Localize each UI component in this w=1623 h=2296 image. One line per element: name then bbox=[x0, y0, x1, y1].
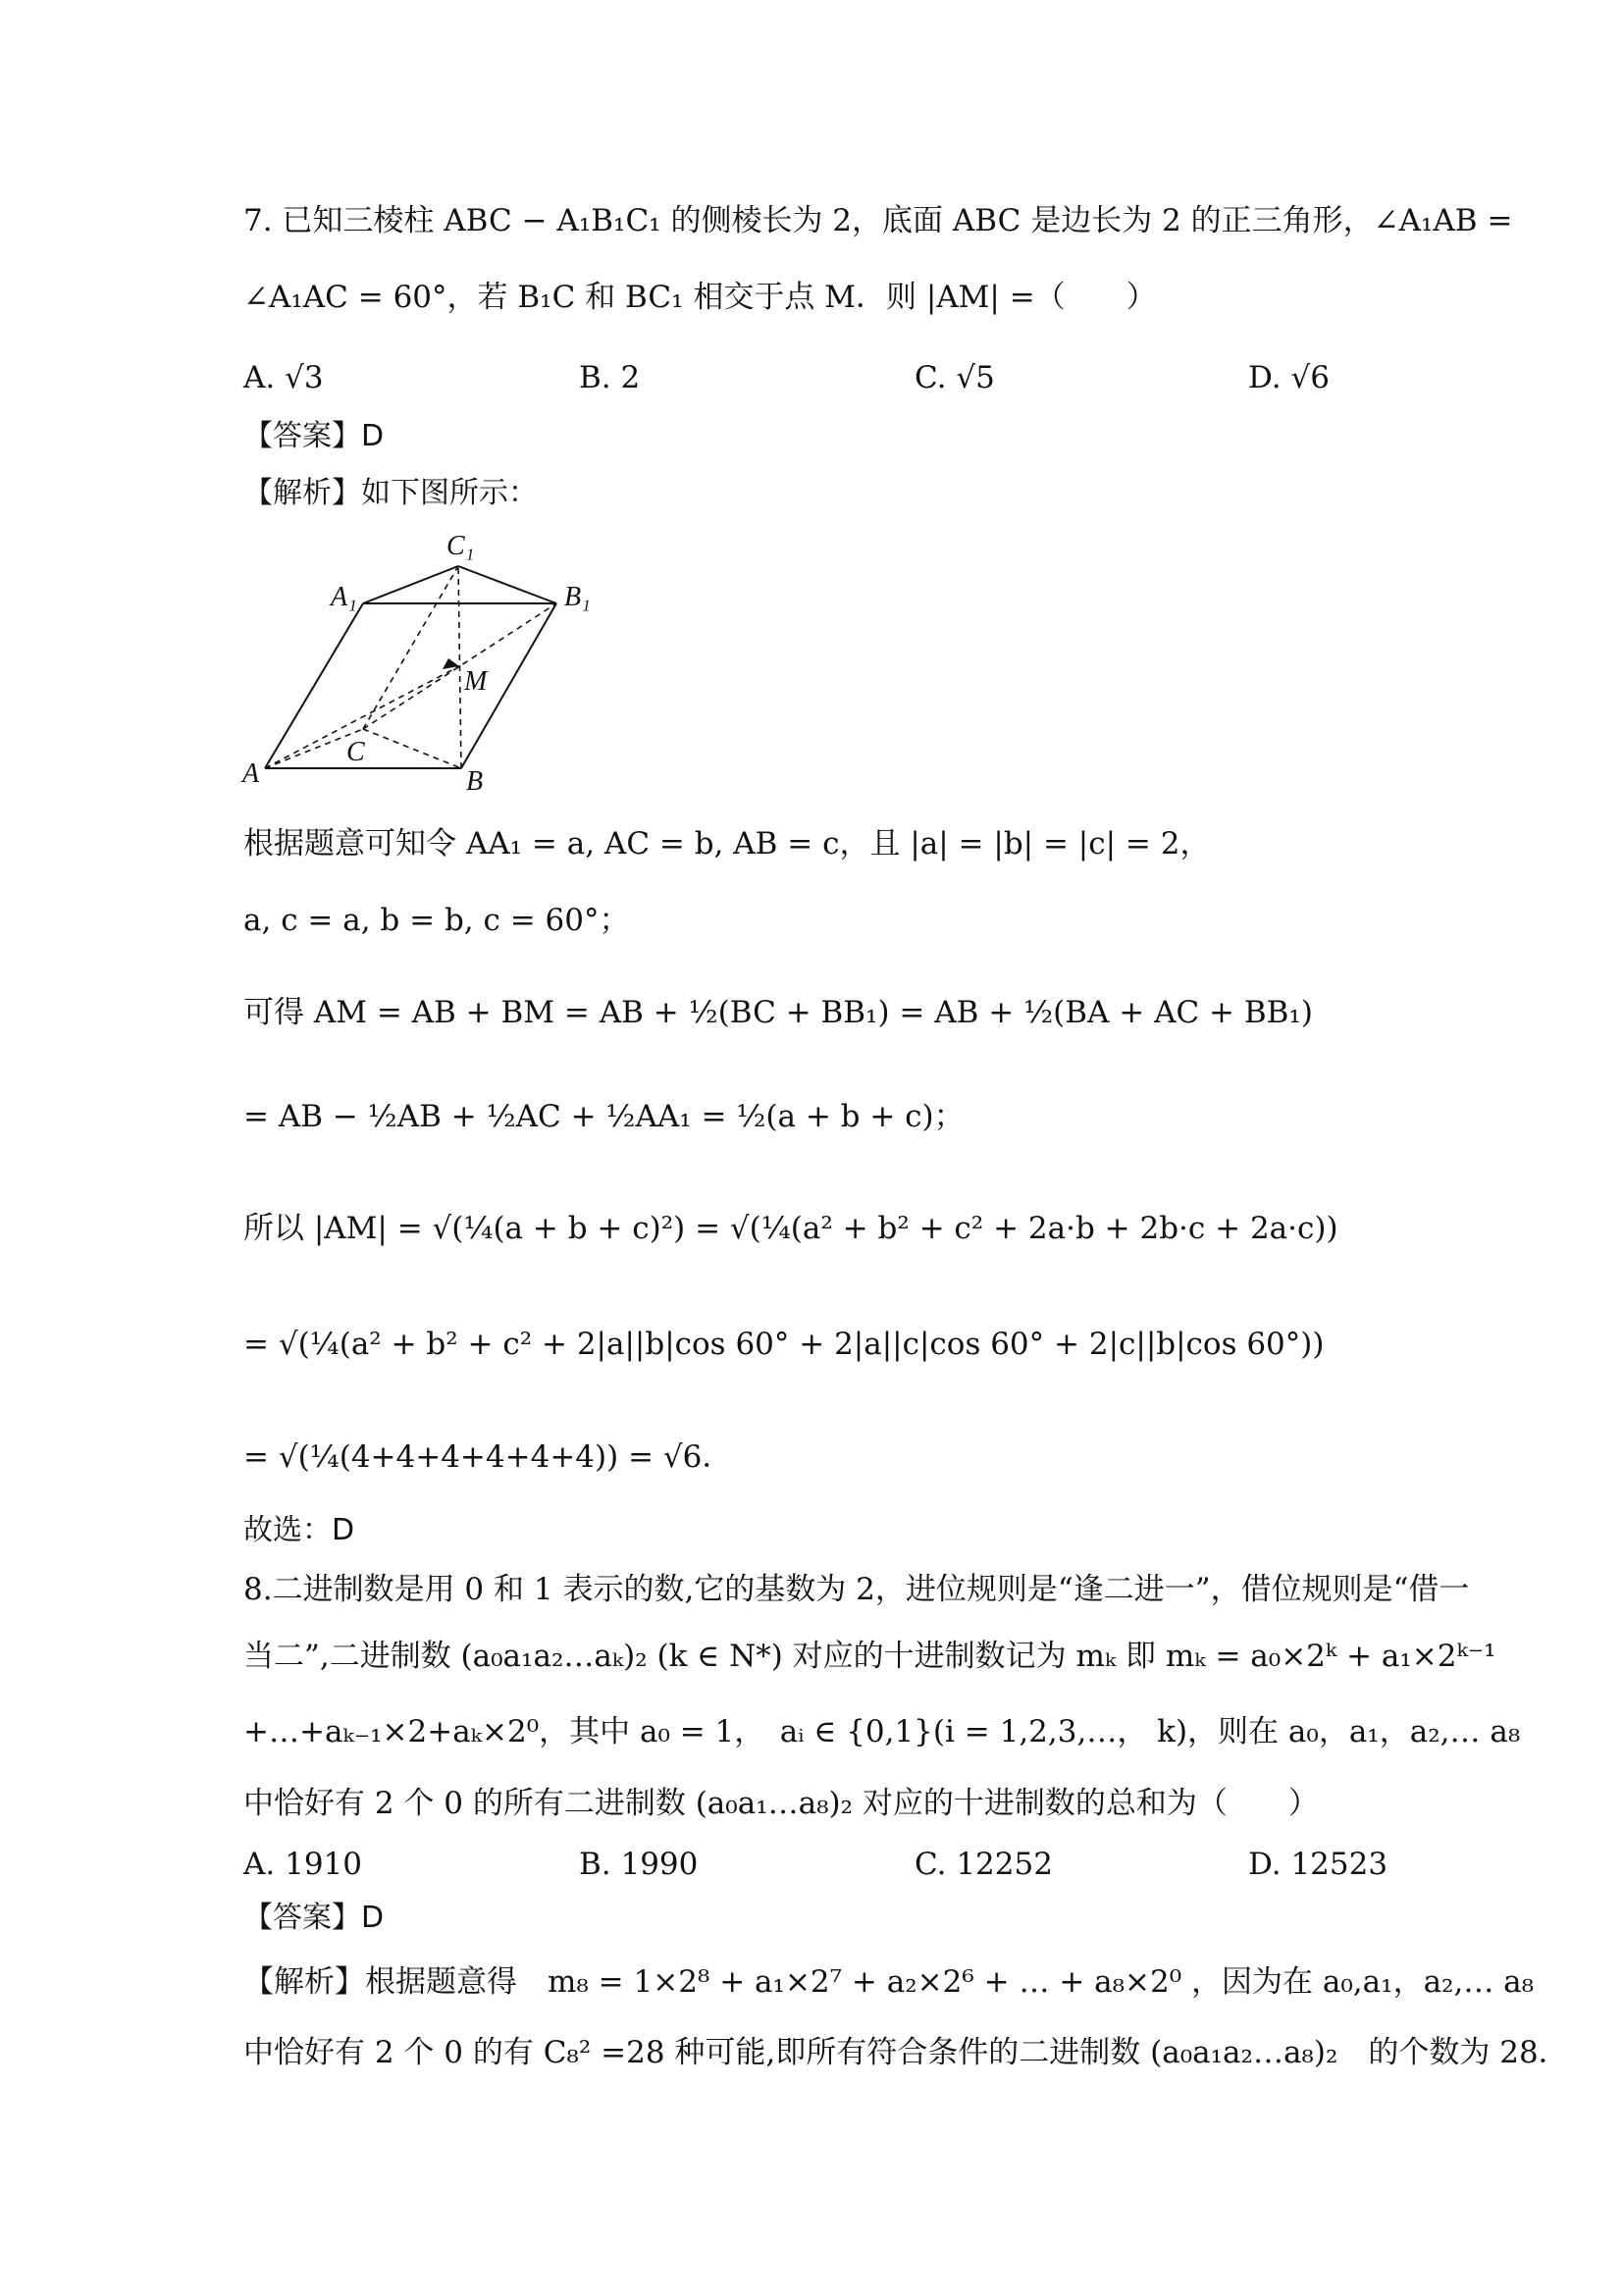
label-A1: A₁ bbox=[331, 582, 357, 612]
q8-answer: 【答案】D bbox=[243, 1901, 385, 1935]
label-C: C bbox=[346, 737, 365, 767]
q7-option-d: D. √6 bbox=[1248, 360, 1330, 395]
q7-stem-line1: 7. 已知三棱柱 ABC − A₁B₁C₁ 的侧棱长为 2，底面 ABC 是边长为 2 的正三角形，∠A₁AB = bbox=[243, 203, 1513, 238]
q7-step-3: 可得 AM = AB + BM = AB + ½(BC + BB₁) = AB + ½(BA + AC + BB₁) bbox=[243, 995, 1313, 1030]
q7-option-c: C. √5 bbox=[915, 360, 995, 395]
label-B1: B₁ bbox=[564, 582, 591, 612]
q7-analysis-intro: 【解析】如下图所示： bbox=[243, 476, 538, 510]
q8-option-d: D. 12523 bbox=[1248, 1847, 1388, 1882]
q8-analysis-line2: 中恰好有 2 个 0 的有 C₈² =28 种可能,即所有符合条件的二进制数 (a₀a₁a₂…a₈)₂ 的个数为 28． bbox=[243, 2035, 1569, 2070]
q7-step-6: = √(¼(a² + b² + c² + 2|a||b|cos 60° + 2|a||c|cos 60° + 2|c||b|cos 60°)) bbox=[243, 1327, 1325, 1362]
prism-figure bbox=[240, 525, 613, 795]
q7-conclusion: 故选：D bbox=[243, 1513, 355, 1547]
q7-option-b: B. 2 bbox=[579, 360, 641, 395]
q7-stem-line2: ∠A₁AC = 60°，若 B₁C 和 BC₁ 相交于点 M．则 |AM| =（ ） bbox=[243, 280, 1157, 315]
edge-C-B bbox=[363, 729, 461, 768]
q7-answer: 【答案】D bbox=[243, 419, 385, 453]
q8-option-a: A. 1910 bbox=[243, 1847, 362, 1882]
q8-option-b: B. 1990 bbox=[579, 1847, 699, 1882]
label-M: M bbox=[464, 666, 488, 697]
q8-stem-line2: 当二”,二进制数 (a₀a₁a₂…aₖ)₂ (k ∈ N*) 对应的十进制数记为 mₖ 即 mₖ = a₀×2ᵏ + a₁×2ᵏ⁻¹ bbox=[243, 1639, 1496, 1674]
q7-step-2: a, c = a, b = b, c = 60°； bbox=[243, 903, 630, 938]
label-A: A bbox=[242, 758, 260, 789]
q8-stem-line1: 8.二进制数是用 0 和 1 表示的数,它的基数为 2，进位规则是“逢二进一”，借位规则是“借一 bbox=[243, 1572, 1470, 1607]
edge-C-C1 bbox=[363, 566, 458, 729]
q7-option-a: A. √3 bbox=[243, 360, 324, 395]
q7-step-1: 根据题意可知令 AA₁ = a, AC = b, AB = c，且 |a| = |b| = |c| = 2， bbox=[243, 826, 1211, 861]
label-C1: C₁ bbox=[446, 531, 475, 561]
q8-option-c: C. 12252 bbox=[915, 1847, 1053, 1882]
label-B: B bbox=[466, 766, 484, 795]
q8-analysis-line1: 【解析】根据题意得 m₈ = 1×2⁸ + a₁×2⁷ + a₂×2⁶ + … + a₈×2⁰ ，因为在 a₀,a₁，a₂,… a₈ bbox=[243, 1964, 1535, 2000]
q8-stem-line3: +…+aₖ₋₁×2+aₖ×2⁰，其中 a₀ = 1， aᵢ ∈ {0,1}(i = 1,2,3,…， k)，则在 a₀，a₁，a₂,… a₈ bbox=[243, 1714, 1521, 1749]
q7-step-5: 所以 |AM| = √(¼(a + b + c)²) = √(¼(a² + b² + c² + 2a·b + 2b·c + 2a·c)) bbox=[243, 1211, 1338, 1246]
q7-step-7: = √(¼(4+4+4+4+4+4)) = √6． bbox=[243, 1439, 733, 1475]
edge-A1-C1 bbox=[363, 566, 458, 603]
q7-step-4: = AB − ½AB + ½AC + ½AA₁ = ½(a + b + c)； bbox=[243, 1099, 965, 1134]
edge-C1-B1 bbox=[458, 566, 556, 603]
q8-stem-line4: 中恰好有 2 个 0 的所有二进制数 (a₀a₁…a₈)₂ 对应的十进制数的总和为（ ） bbox=[243, 1786, 1319, 1821]
